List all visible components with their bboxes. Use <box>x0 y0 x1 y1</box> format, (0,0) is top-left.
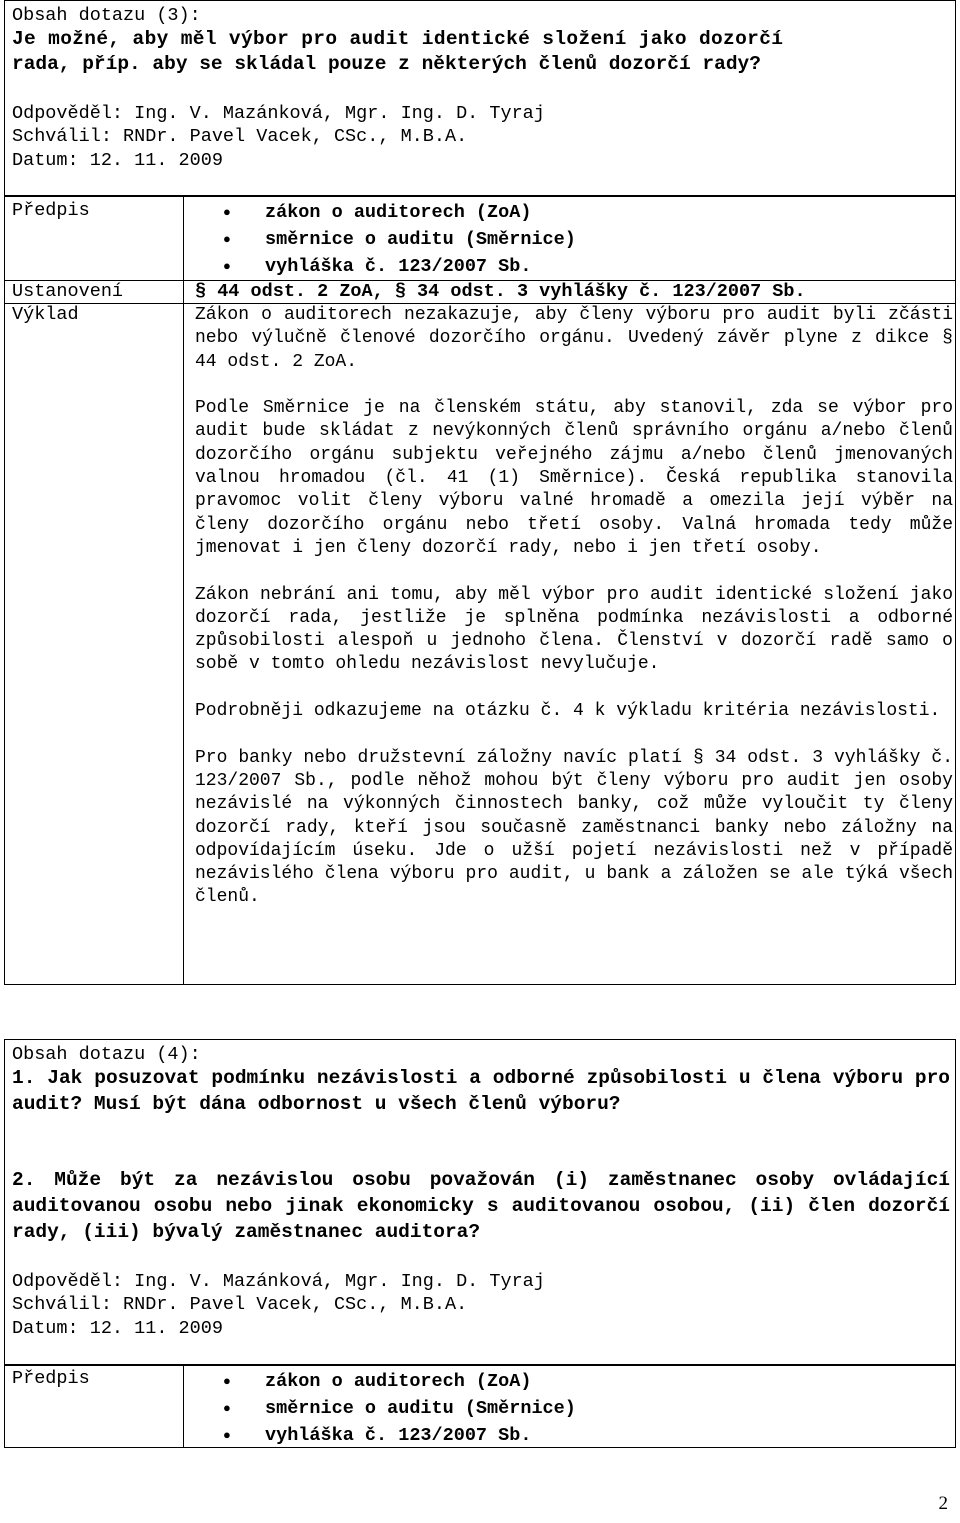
vyklad-paragraph: Zákon o auditorech nezakazuje, aby členy výboru pro audit byli zčásti nebo výlučně členové dozorčího orgánu. Uvedený závěr plyne z dikce § 44 odst. 2 ZoA. <box>195 305 953 372</box>
answer-date: Datum: 12. 11. 2009 <box>12 150 223 171</box>
vyklad-paragraph: Podle Směrnice je na členském státu, aby stanovil, zda se výbor pro audit bude skládat z nevýkonných členů správního orgánu a/nebo členů dozorčího orgánu subjektu veřejného zájmu a/nebo členů jmenovaných valnou hromadou (čl. 41 (1) Směrnice). Česká republika stanovila pravomoc volit členy výboru valné hromadě a omezila její výběr na členy dozorčího orgánu nebo třetí osoby. Valná hromada tedy může jmenovat i jen členy dozorčí rady, nebo i jen třetí osoby. <box>195 398 953 558</box>
query-3-table <box>4 196 956 985</box>
answered-by: Odpověděl: Ing. V. Mazánková, Mgr. Ing. D. Tyraj <box>12 1271 545 1292</box>
predpis-label: Předpis <box>12 1368 90 1389</box>
question-line-1: Je možné, aby měl výbor pro audit identické složení jako dozorčí <box>12 28 784 50</box>
question-2: 2. Může být za nezávislou osobu považován (i) zaměstnanec osoby ovládající auditovanou osobu nebo jinak ekonomicky s auditovanou osobou, (ii) člen dozorčí rady, (iii) bývalý zaměstnanec auditora? <box>12 1169 950 1243</box>
vyklad-paragraph: Zákon nebrání ani tomu, aby měl výbor pro audit identické složení jako dozorčí rada, jestliže je splněna podmínka nezávislosti a odborné způsobilosti alespoň u jednoho člena. Členství v dozorčí radě samo o sobě v tomto ohledu nezávislost nevylučuje. <box>195 584 953 675</box>
ustanoveni-label: Ustanovení <box>12 281 124 302</box>
question-1: 1. Jak posuzovat podmínku nezávislosti a odborné způsobilosti u člena výboru pro audit? Musí být dána odbornost u všech členů výboru? <box>12 1067 950 1115</box>
predpis-item: ● směrnice o auditu (Směrnice) <box>223 1395 576 1422</box>
vyklad-paragraph: Podrobněji odkazujeme na otázku č. 4 k výkladu kritéria nezávislosti. <box>195 701 941 722</box>
answer-date: Datum: 12. 11. 2009 <box>12 1318 223 1339</box>
vyklad-text <box>195 304 953 933</box>
page-number: 2 <box>938 1493 948 1514</box>
column-divider <box>183 197 184 984</box>
ustanoveni-row <box>5 280 955 304</box>
vyklad-label: Výklad <box>12 304 79 325</box>
column-divider <box>183 1366 184 1447</box>
query-label: Obsah dotazu (3): <box>12 5 201 26</box>
predpis-row <box>5 1366 955 1448</box>
predpis-row <box>5 197 955 281</box>
predpis-item: ● zákon o auditorech (ZoA) <box>223 1368 576 1395</box>
predpis-item: ● zákon o auditorech (ZoA) <box>223 199 576 226</box>
answered-by: Odpověděl: Ing. V. Mazánková, Mgr. Ing. D. Tyraj <box>12 103 545 124</box>
predpis-item: ● směrnice o auditu (Směrnice) <box>223 226 576 253</box>
predpis-label: Předpis <box>12 200 90 221</box>
predpis-list <box>223 1368 576 1449</box>
query-label: Obsah dotazu (4): <box>12 1044 201 1065</box>
approved-by: Schválil: RNDr. Pavel Vacek, CSc., M.B.A. <box>12 1294 468 1315</box>
ustanoveni-text: § 44 odst. 2 ZoA, § 34 odst. 3 vyhlášky č. 123/2007 Sb. <box>195 281 806 302</box>
question-line-2: rada, příp. aby se skládal pouze z některých členů dozorčí rady? <box>12 53 761 75</box>
vyklad-paragraph: Pro banky nebo družstevní záložny navíc platí § 34 odst. 3 vyhlášky č. 123/2007 Sb., podle něhož mohou být členy výboru pro audit jen osoby nezávislé na výkonných činnostech banky, což může vyloučit ty členy dozorčí rady, kteří jsou současně zaměstnanci banky nebo záložny na odpovídajícím úseku. Jde o užší pojetí nezávislosti než v případě nezávislého člena výboru pro audit, u bank a záložen se ale týká všech členů. <box>195 747 953 908</box>
vyklad-row <box>5 303 955 985</box>
predpis-item: ● vyhláška č. 123/2007 Sb. <box>223 253 576 280</box>
approved-by: Schválil: RNDr. Pavel Vacek, CSc., M.B.A. <box>12 126 468 147</box>
predpis-list <box>223 199 576 280</box>
query-4-header <box>4 1039 956 1365</box>
predpis-item: ● vyhláška č. 123/2007 Sb. <box>223 1422 576 1449</box>
query-4-table <box>4 1365 956 1448</box>
query-3-header <box>4 0 956 196</box>
